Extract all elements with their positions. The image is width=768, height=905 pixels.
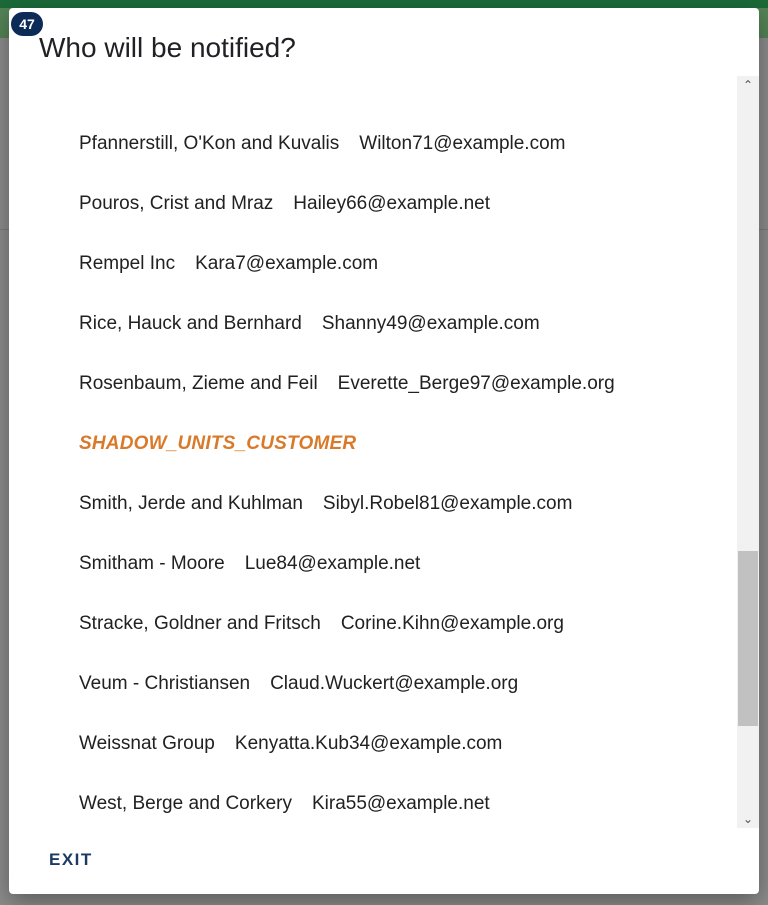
vertical-scrollbar[interactable] — [737, 76, 759, 828]
dialog-actions — [9, 828, 759, 894]
recipient-name: Stracke, Goldner and Fritsch — [79, 613, 321, 634]
recipient-email: Kira55@example.net — [311, 793, 490, 814]
recipient-row[interactable] — [9, 654, 737, 714]
recipient-name: West, Berge and Corkery — [79, 793, 292, 814]
recipient-email: Kara7@example.com — [195, 253, 379, 274]
recipient-row[interactable] — [9, 114, 737, 174]
recipient-group-row[interactable] — [9, 414, 737, 474]
recipient-email: Wilton71@example.com — [359, 133, 566, 154]
recipient-row[interactable] — [9, 534, 737, 594]
recipient-name: Veum - Christiansen — [79, 673, 251, 694]
recipient-list — [9, 76, 737, 828]
recipient-name: Rice, Hauck and Bernhard — [79, 313, 302, 334]
recipient-list-viewport[interactable] — [9, 76, 737, 828]
recipient-email: Hailey66@example.net — [293, 193, 491, 214]
chevron-up-icon[interactable]: ⌃ — [742, 78, 754, 92]
dialog-title: Who will be notified? — [39, 32, 296, 63]
list-top-fade — [9, 76, 737, 90]
recipient-row[interactable] — [9, 594, 737, 654]
recipient-email: Lue84@example.net — [244, 553, 421, 574]
recipient-email: Corine.Kihn@example.org — [340, 613, 564, 634]
recipient-email: Everette_Berge97@example.org — [337, 373, 615, 394]
recipient-email: Kenyatta.Kub34@example.com — [234, 733, 503, 754]
recipient-email: Sibyl.Robel81@example.com — [322, 493, 573, 514]
app-header-bar — [0, 0, 768, 8]
recipient-name: Weissnat Group — [79, 733, 215, 754]
recipient-row[interactable] — [9, 474, 737, 534]
recipient-name: Smitham - Moore — [79, 553, 225, 574]
recipient-name: Pfannerstill, O'Kon and Kuvalis — [79, 133, 340, 154]
recipient-email: Shanny49@example.com — [321, 313, 540, 334]
recipient-name: Rempel Inc — [79, 253, 176, 274]
scrollbar-thumb[interactable] — [738, 551, 758, 726]
count-badge: 47 — [11, 12, 43, 36]
recipient-row[interactable] — [9, 714, 737, 774]
notification-dialog — [9, 8, 759, 894]
recipient-row[interactable] — [9, 234, 737, 294]
recipient-row[interactable] — [9, 174, 737, 234]
recipient-name: SHADOW_UNITS_CUSTOMER — [79, 433, 357, 454]
recipient-row[interactable] — [9, 294, 737, 354]
recipient-row[interactable] — [9, 774, 737, 828]
recipient-name: Smith, Jerde and Kuhlman — [79, 493, 303, 514]
recipient-row[interactable] — [9, 354, 737, 414]
exit-button[interactable]: EXIT — [35, 842, 107, 878]
recipient-name: Pouros, Crist and Mraz — [79, 193, 274, 214]
recipient-name: Rosenbaum, Zieme and Feil — [79, 373, 318, 394]
chevron-down-icon[interactable]: ⌄ — [742, 812, 754, 826]
recipient-email: Claud.Wuckert@example.org — [270, 673, 519, 694]
